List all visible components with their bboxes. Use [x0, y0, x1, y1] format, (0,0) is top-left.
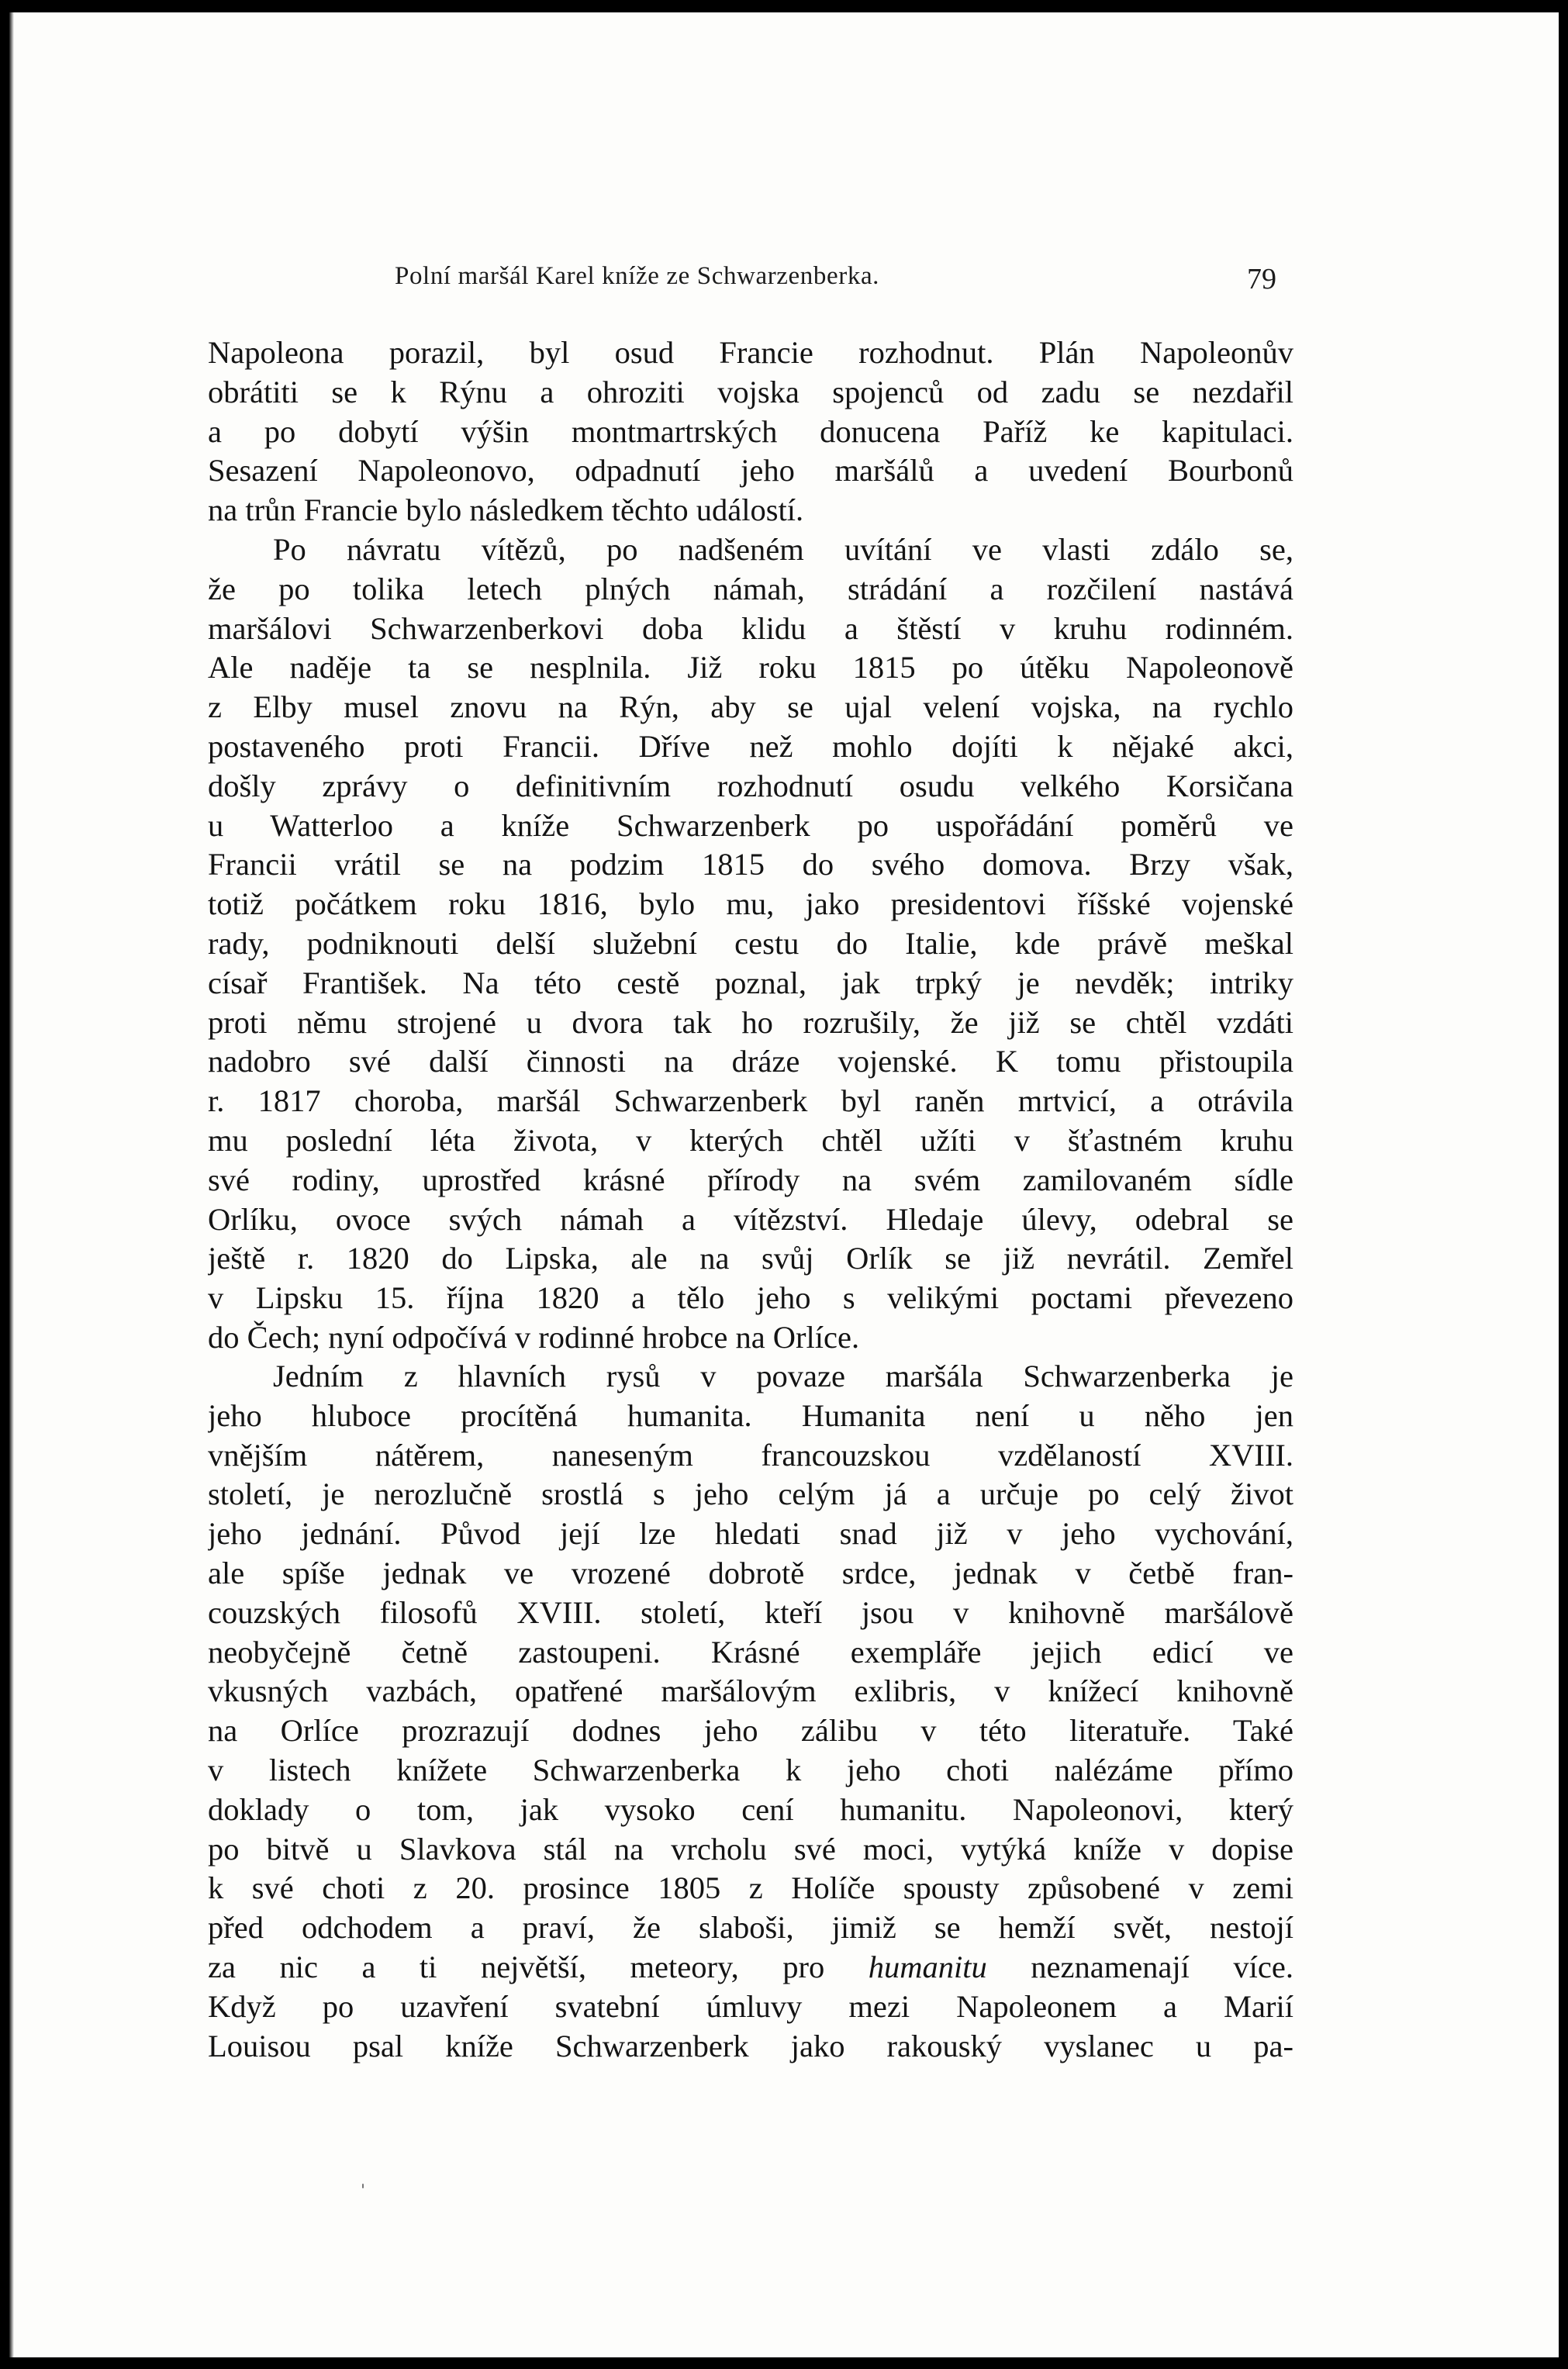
text-line: z Elby musel znovu na Rýn, aby se ujal velení vojska, na rychlo	[208, 689, 1293, 725]
text-line: po bitvě u Slavkova stál na vrcholu své moci, vytýká kníže v dopise	[208, 1831, 1293, 1867]
line-segment: za nic a ti největší, meteory, pro	[208, 1949, 825, 1984]
text-line: a po dobytí výšin montmartrských donucena Paříž ke kapitulaci.	[208, 413, 1293, 449]
page-edge-shadow	[9, 12, 14, 2357]
text-line: jeho hluboce procítěná humanita. Humanita není u něho jen	[208, 1397, 1293, 1433]
text-line: obrátiti se k Rýnu a ohroziti vojska spojenců od zadu se nezdařil	[208, 374, 1293, 409]
text-line: do Čech; nyní odpočívá v rodinné hrobce na Orlíce.	[208, 1319, 860, 1355]
text-line: k své choti z 20. prosince 1805 z Holíče spousty způsobené v zemi	[208, 1870, 1293, 1906]
text-line: Po návratu vítězů, po nadšeném uvítání ve vlasti zdálo se,	[273, 531, 1293, 567]
text-line: Napoleona porazil, byl osud Francie rozhodnut. Plán Napoleonův	[208, 335, 1293, 370]
line-segment: neznamenají více.	[1031, 1949, 1293, 1984]
text-line: ale spíše jednak ve vrozené dobrotě srdce, jednak v četbě fran-	[208, 1555, 1293, 1590]
text-line: vkusných vazbách, opatřené maršálovým exlibris, v knížecí knihovně	[208, 1673, 1293, 1709]
paragraph-humanity	[208, 1357, 1293, 2066]
paragraph-continued	[208, 333, 1293, 530]
text-line: nadobro své další činnosti na dráze vojenské. K tomu přistoupila	[208, 1044, 1293, 1079]
text-line: před odchodem a praví, že slaboši, jimiž se hemží svět, nestojí	[208, 1910, 1293, 1946]
text-block-lower	[208, 1357, 1293, 2066]
emphasized-word: humanitu	[868, 1949, 987, 1984]
text-block-upper	[208, 333, 1293, 1358]
text-line: vnějším nátěrem, naneseným francouzskou vzdělaností XVIII.	[208, 1437, 1293, 1473]
text-line: císař František. Na této cestě poznal, jak trpký je nevděk; intriky	[208, 965, 1293, 1000]
page-header	[9, 262, 1559, 301]
text-line: na trůn Francie bylo následkem těchto událostí.	[208, 492, 804, 528]
text-line: couzských filosofů XVIII. století, kteří jsou v knihovně maršálově	[208, 1594, 1293, 1630]
text-line: Sesazení Napoleonovo, odpadnutí jeho maršálů a uvedení Bourbonů	[208, 453, 1293, 489]
text-line: maršálovi Schwarzenberkovi doba klidu a štěstí v kruhu rodinném.	[208, 610, 1293, 646]
page-number: 79	[1247, 263, 1276, 295]
paragraph-return-of-victors	[208, 530, 1293, 1358]
text-line: století, je nerozlučně srostlá s jeho celým já a určuje po celý život	[208, 1476, 1293, 1512]
text-line: došly zprávy o definitivním rozhodnutí osudu velkého Korsičana	[208, 768, 1293, 803]
text-line: Jedním z hlavních rysů v povaze maršála Schwarzenberka je	[273, 1359, 1293, 1393]
text-line: Ale naděje ta se nesplnila. Již roku 1815 po útěku Napoleonově	[208, 650, 1293, 685]
paper-speck	[362, 2184, 364, 2188]
text-line: totiž počátkem roku 1816, bylo mu, jako presidentovi říšské vojenské	[208, 886, 1293, 922]
text-line: mu poslední léta života, v kterých chtěl užíti v šťastném kruhu	[208, 1122, 1293, 1158]
text-line: proti němu strojené u dvora tak ho rozrušily, že již se chtěl vzdáti	[208, 1004, 1293, 1040]
text-line: postaveného proti Francii. Dříve než mohlo dojíti k nějaké akci,	[208, 728, 1293, 764]
text-line: Když po uzavření svatební úmluvy mezi Napoleonem a Marií	[208, 1988, 1293, 2024]
text-line: Orlíku, ovoce svých námah a vítězství. Hledaje úlevy, odebral se	[208, 1201, 1293, 1237]
text-line: jeho jednání. Původ její lze hledati snad již v jeho vychování,	[208, 1516, 1293, 1552]
text-line: u Watterloo a kníže Schwarzenberk po uspořádání poměrů ve	[208, 807, 1293, 843]
text-line: rady, podniknouti delší služební cestu do Italie, kde právě meškal	[208, 925, 1293, 961]
text-line: Francii vrátil se na podzim 1815 do svého domova. Brzy však,	[208, 847, 1293, 882]
book-page	[9, 12, 1559, 2357]
running-head: Polní maršál Karel kníže ze Schwarzenberka.	[395, 262, 880, 290]
text-line: ještě r. 1820 do Lipska, ale na svůj Orlík se již nevrátil. Zemřel	[208, 1241, 1293, 1276]
text-line: doklady o tom, jak vysoko cení humanitu. Napoleonovi, který	[208, 1791, 1293, 1827]
text-line: že po tolika letech plných námah, strádání a rozčilení nastává	[208, 571, 1293, 606]
text-line: na Orlíce prozrazují dodnes jeho zálibu v této literatuře. Také	[208, 1713, 1293, 1749]
text-line: v listech knížete Schwarzenberka k jeho choti nalézáme přímo	[208, 1752, 1293, 1787]
text-line: r. 1817 choroba, maršál Schwarzenberk byl raněn mrtvicí, a otrávila	[208, 1083, 1293, 1119]
text-line: neobyčejně četně zastoupeni. Krásné exempláře jejich edicí ve	[208, 1634, 1293, 1670]
text-line: Louisou psal kníže Schwarzenberk jako rakouský vyslanec u pa-	[208, 2028, 1293, 2063]
text-line: v Lipsku 15. října 1820 a tělo jeho s velikými poctami převezeno	[208, 1280, 1293, 1316]
text-line-with-emphasis	[208, 1948, 1293, 1987]
text-line: své rodiny, uprostřed krásné přírody na svém zamilovaném sídle	[208, 1162, 1293, 1197]
